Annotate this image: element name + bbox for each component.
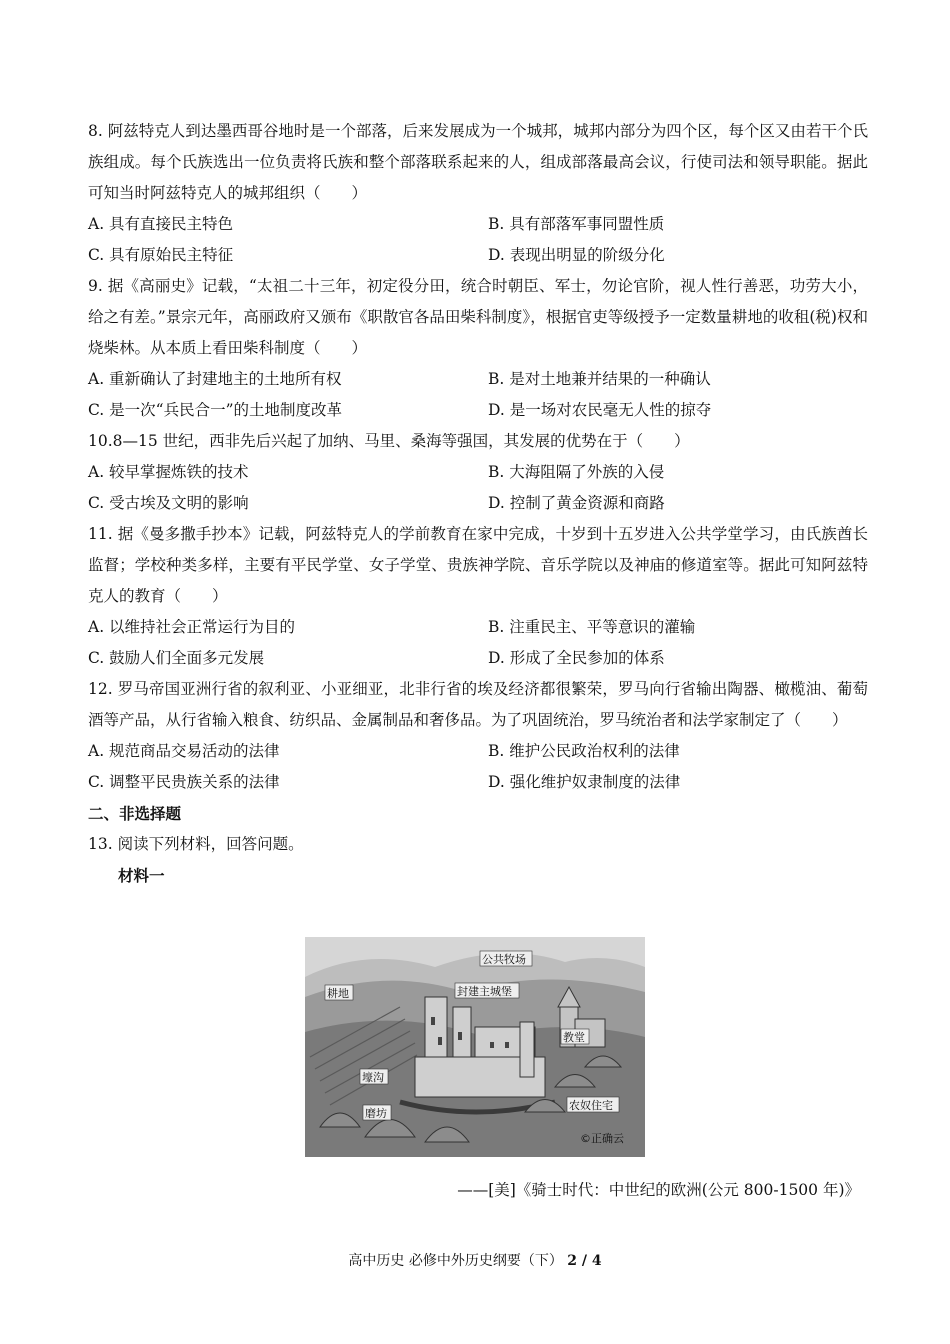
question-13-stem: 13. 阅读下列材料，回答问题。 bbox=[88, 835, 304, 853]
options bbox=[88, 457, 868, 519]
option-a: A. 重新确认了封建地主的土地所有权 bbox=[88, 370, 342, 388]
section-title: 二、非选择题 bbox=[88, 804, 182, 823]
question-stem: 11. 据《曼多撒手抄本》记载，阿兹特克人的学前教育在家中完成，十岁到十五岁进入公共学堂学习，由氏族酋长监督；学校种类多样，主要有平民学堂、女子学堂、贵族神学院、音乐学院以及神庙的修道室等。据此可知阿兹特克人的教育（ ） bbox=[88, 525, 868, 605]
question-10 bbox=[88, 426, 868, 519]
option-d: D. 控制了黄金资源和商路 bbox=[488, 494, 665, 512]
option-b: B. 维护公民政治权利的法律 bbox=[488, 742, 680, 760]
label-mill: 磨坊 bbox=[365, 1107, 387, 1120]
option-b: B. 具有部落军事同盟性质 bbox=[488, 215, 665, 233]
option-c: C. 具有原始民主特征 bbox=[88, 246, 234, 264]
option-c: C. 受古埃及文明的影响 bbox=[88, 494, 249, 512]
material-title: 材料一 bbox=[118, 866, 165, 885]
question-9 bbox=[88, 271, 868, 426]
question-stem: 9. 据《高丽史》记载，“太祖二十三年，初定役分田，统合时朝臣、军士，勿论官阶，视人性行善恶，功劳大小，给之有差。”景宗元年，高丽政府又颁布《职散官各品田柴科制度》，根据官吏等级授予一定数量耕地的收租(税)权和烧柴林。从本质上看田柴科制度（ ） bbox=[88, 277, 868, 357]
option-a: A. 具有直接民主特色 bbox=[88, 215, 234, 233]
option-d: D. 表现出明显的阶级分化 bbox=[488, 246, 665, 264]
option-b: B. 注重民主、平等意识的灌输 bbox=[488, 618, 696, 636]
question-8 bbox=[88, 116, 868, 271]
option-a: A. 较早掌握炼铁的技术 bbox=[88, 463, 249, 481]
question-stem: 12. 罗马帝国亚洲行省的叙利亚、小亚细亚，北非行省的埃及经济都很繁荣，罗马向行省输出陶器、橄榄油、葡萄酒等产品，从行省输入粮食、纺织品、金属制品和奢侈品。为了巩固统治，罗马统治者和法学家制定了（ ） bbox=[88, 680, 868, 729]
page-footer bbox=[0, 1250, 950, 1270]
manor-illustration bbox=[305, 937, 645, 1157]
label-church: 教堂 bbox=[563, 1031, 585, 1044]
page-number: 2 / 4 bbox=[567, 1253, 602, 1269]
footer-title: 高中历史 必修中外历史纲要（下） bbox=[348, 1253, 563, 1269]
options bbox=[88, 612, 868, 674]
label-watermark: ©正确云 bbox=[580, 1132, 624, 1145]
label-castle: 封建主城堡 bbox=[457, 985, 512, 998]
label-pasture: 公共牧场 bbox=[482, 953, 526, 966]
options bbox=[88, 209, 868, 271]
question-12 bbox=[88, 674, 868, 798]
option-d: D. 是一场对农民毫无人性的掠夺 bbox=[488, 401, 712, 419]
question-11 bbox=[88, 519, 868, 674]
figure-caption: ——[美]《骑士时代：中世纪的欧洲(公元 800-1500 年)》 bbox=[457, 1181, 860, 1199]
label-moat: 壕沟 bbox=[362, 1071, 384, 1084]
option-b: B. 大海阻隔了外族的入侵 bbox=[488, 463, 665, 481]
options bbox=[88, 736, 868, 798]
option-d: D. 强化维护奴隶制度的法律 bbox=[488, 773, 681, 791]
label-farmland: 耕地 bbox=[327, 987, 349, 1000]
option-b: B. 是对土地兼并结果的一种确认 bbox=[488, 370, 711, 388]
option-d: D. 形成了全民参加的体系 bbox=[488, 649, 665, 667]
option-c: C. 是一次“兵民合一”的土地制度改革 bbox=[88, 401, 343, 419]
label-serf-houses: 农奴住宅 bbox=[569, 1099, 613, 1112]
option-a: A. 以维持社会正常运行为目的 bbox=[88, 618, 296, 636]
option-a: A. 规范商品交易活动的法律 bbox=[88, 742, 280, 760]
question-stem: 10.8—15 世纪，西非先后兴起了加纳、马里、桑海等强国，其发展的优势在于（ ） bbox=[88, 432, 690, 450]
question-page bbox=[88, 116, 868, 891]
option-c: C. 鼓励人们全面多元发展 bbox=[88, 649, 265, 667]
question-stem: 8. 阿兹特克人到达墨西哥谷地时是一个部落，后来发展成为一个城邦，城邦内部分为四个区，每个区又由若干个氏族组成。每个氏族选出一位负责将氏族和整个部落联系起来的人，组成部落最高会议，行使司法和领导职能。据此可知当时阿兹特克人的城邦组织（ ） bbox=[88, 122, 868, 202]
option-c: C. 调整平民贵族关系的法律 bbox=[88, 773, 280, 791]
options bbox=[88, 364, 868, 426]
